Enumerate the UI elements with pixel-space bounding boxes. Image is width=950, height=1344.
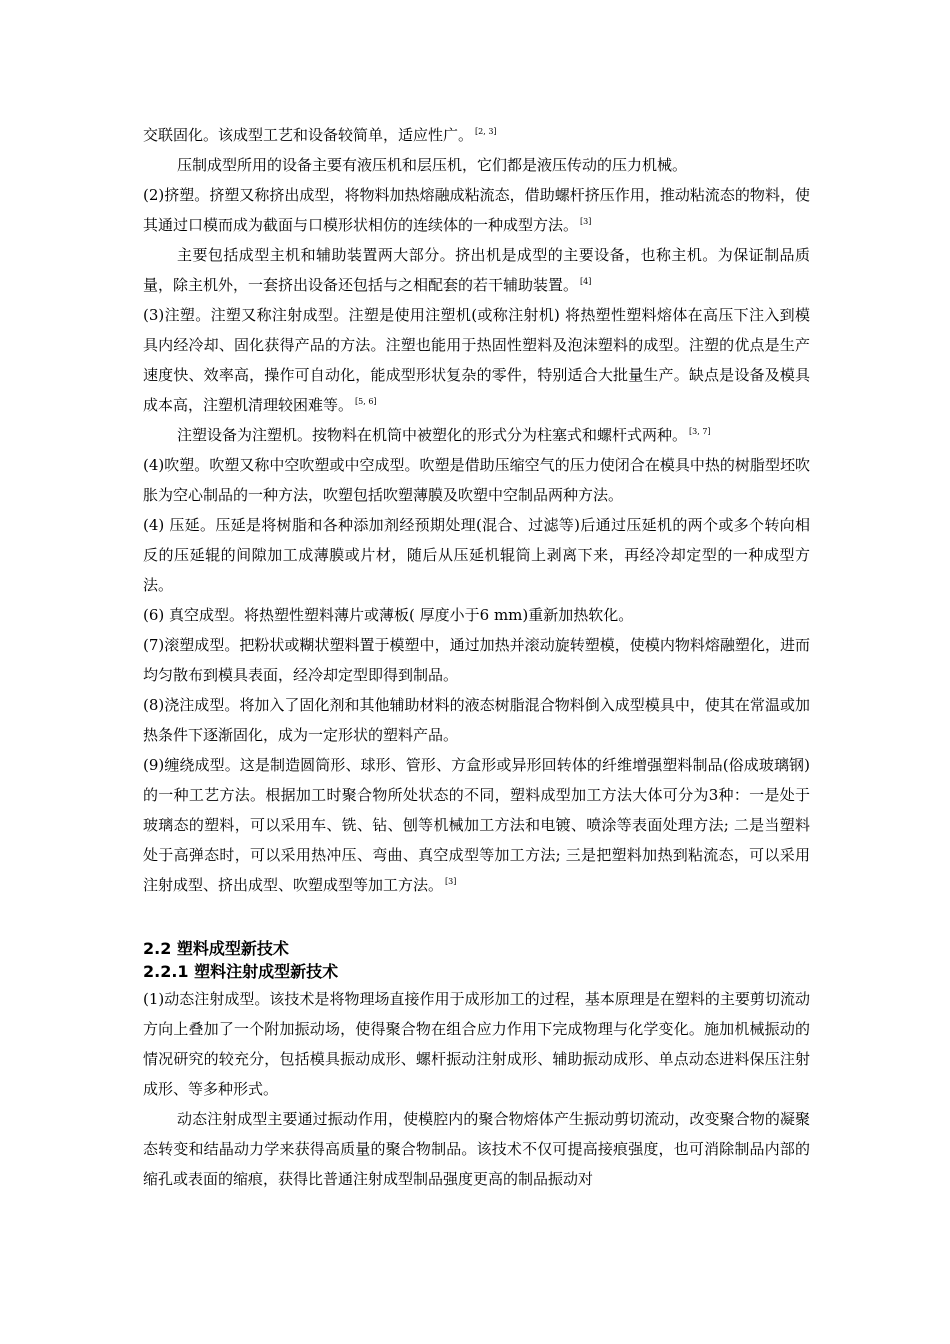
paragraph-dynamic-injection: (1)动态注射成型。该技术是将物理场直接作用于成形加工的过程，基本原理是在塑料的主要剪切流动方向上叠加了一个附加振动场，使得聚合物在组合应力作用下完成物理与化学变化。施加机械振动的情况研究的较充分，包括模具振动成形、螺杆振动注射成形、辅助振动成形、单点动态进料保压注射成形、等多种形式。 — [143, 990, 810, 1098]
citation: [5, 6] — [355, 397, 377, 406]
citation: [3] — [580, 217, 592, 226]
paragraph-injection-molding: (3)注塑。注塑又称注射成型。注塑是使用注塑机(或称注射机) 将热塑性塑料熔体在高压下注入到模具内经冷却、固化获得产品的方法。注塑也能用于热固性塑料及泡沫塑料的成型。注塑的优点是生产速度快、效率高，操作可自动化，能成型形状复杂的零件，特别适合大批量生产。缺点是设备及模具成本高，注塑机清理较困难等。 [5, 6] — [143, 306, 810, 414]
citation: [3, 7] — [689, 427, 711, 436]
paragraph-casting: (8)浇注成型。将加入了固化剂和其他辅助材料的液态树脂混合物料倒入成型模具中，使其在常温或加热条件下逐渐固化，成为一定形状的塑料产品。 — [143, 696, 810, 744]
citation: [4] — [580, 277, 592, 286]
paragraph-extrusion: (2)挤塑。挤塑又称挤出成型，将物料加热熔融成粘流态，借助螺杆挤压作用，推动粘流态的物料，使其通过口模而成为截面与口模形状相仿的连续体的一种成型方法。 [3] — [143, 186, 810, 234]
paragraph-calendering: (4) 压延。压延是将树脂和各种添加剂经预期处理(混合、过滤等)后通过压延机的两个或多个转向相反的压延辊的间隙加工成薄膜或片材，随后从压延机辊筒上剥离下来，再经冷却定型的一种成型方法。 — [143, 516, 810, 594]
paragraph-dynamic-injection-detail: 动态注射成型主要通过振动作用，使模腔内的聚合物熔体产生振动剪切流动，改变聚合物的凝聚态转变和结晶动力学来获得高质量的聚合物制品。该技术不仅可提高接痕强度，也可消除制品内部的缩孔或表面的缩痕，获得比普通注射成型制品强度更高的制品振动对 — [143, 1110, 810, 1188]
section-heading: 2.2 塑料成型新技术 — [143, 939, 289, 958]
paragraph-vacuum-forming: (6) 真空成型。将热塑性塑料薄片或薄板( 厚度小于6 mm)重新加热软化。 — [143, 606, 634, 624]
paragraph-filament-winding: (9)缠绕成型。这是制造圆筒形、球形、管形、方盒形或异形回转体的纤维增强塑料制品(俗成玻璃钢) 的一种工艺方法。根据加工时聚合物所处状态的不同，塑料成型加工方法大体可分为3种：一是处于玻璃态的塑料，可以采用车、铣、钻、刨等机械加工方法和电镀、喷涂等表面处理方法; 二是当塑料处于高弹态时，可以采用热冲压、弯曲、真空成型等加工方法; 三是把塑料加热到粘流态，可以采用注射成型、挤出成型、吹塑成型等加工方法。 [3] — [143, 756, 810, 894]
paragraph-compression-equipment: 压制成型所用的设备主要有液压机和层压机，它们都是液压传动的压力机械。 — [177, 156, 688, 174]
paragraph-blow-molding: (4)吹塑。吹塑又称中空吹塑或中空成型。吹塑是借助压缩空气的压力使闭合在模具中热的树脂型坯吹胀为空心制品的一种方法，吹塑包括吹塑薄膜及吹塑中空制品两种方法。 — [143, 456, 810, 504]
paragraph-extrusion-equipment: 主要包括成型主机和辅助装置两大部分。挤出机是成型的主要设备，也称主机。为保证制品质量，除主机外，一套挤出设备还包括与之相配套的若干辅助装置。 [4] — [143, 246, 810, 294]
citation: [3] — [445, 877, 457, 886]
paragraph-compression-molding-end: 交联固化。该成型工艺和设备较简单，适应性广。 [2, 3] — [143, 126, 497, 144]
paragraph-injection-equipment: 注塑设备为注塑机。按物料在机筒中被塑化的形式分为柱塞式和螺杆式两种。 [3, 7] — [177, 426, 711, 444]
paragraph-rotational-molding: (7)滚塑成型。把粉状或糊状塑料置于模塑中，通过加热并滚动旋转塑模，使模内物料熔融塑化，进而均匀散布到模具表面，经冷却定型即得到制品。 — [143, 636, 810, 684]
citation: [2, 3] — [475, 127, 497, 136]
subsection-heading: 2.2.1 塑料注射成型新技术 — [143, 962, 339, 981]
